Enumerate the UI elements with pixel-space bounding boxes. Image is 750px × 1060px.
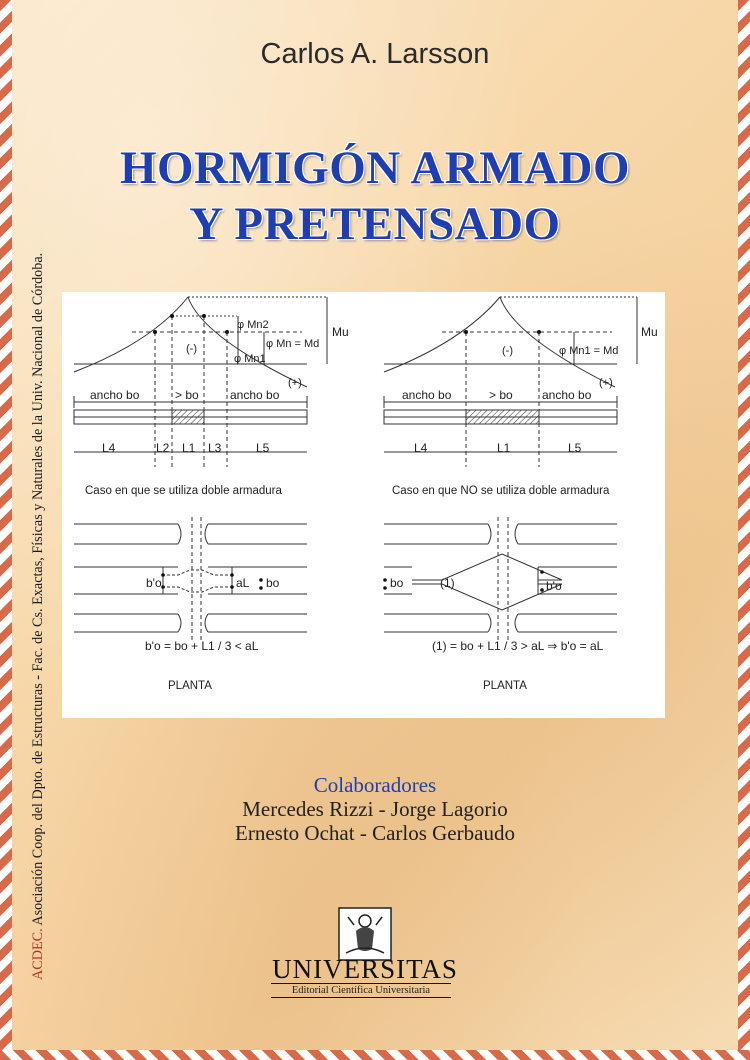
left-mn1-label: φ Mn1 <box>234 353 266 365</box>
collaborators-line1: Mercedes Rizzi - Jorge Lagorio <box>242 797 508 821</box>
right-plan <box>383 517 617 692</box>
left-span-l5: L5 <box>256 441 270 455</box>
left-span-l2: L2 <box>156 441 170 455</box>
beam-diagram <box>62 292 665 718</box>
left-plan-formula: b'o = bo + L1 / 3 < aL <box>145 639 259 653</box>
left-planta-label: PLANTA <box>168 680 212 692</box>
left-span-l1: L1 <box>182 441 196 455</box>
right-ancho-left: ancho bo <box>402 388 452 402</box>
left-plus-label: (+) <box>288 377 302 389</box>
right-mu-label: Mu <box>641 325 658 339</box>
right-span-l4: L4 <box>414 441 428 455</box>
left-plan-bo: bo <box>266 576 280 590</box>
spine-acdec: ACDEC. <box>30 928 46 980</box>
left-mn-md-label: φ Mn = Md <box>266 338 320 350</box>
book-title-line1: HORMIGÓN ARMADO <box>119 142 631 194</box>
book-title-line2: Y PRETENSADO <box>189 198 561 250</box>
cover-figure <box>62 292 665 718</box>
bottom-border-stripe <box>0 1050 750 1060</box>
right-planta-label: PLANTA <box>483 680 527 692</box>
left-span-l3: L3 <box>208 441 222 455</box>
left-minus-label: (-) <box>186 343 197 355</box>
right-beam-elevation <box>384 410 617 455</box>
right-plan-one: (1) <box>440 576 455 590</box>
collaborators-heading: Colaboradores <box>313 773 437 797</box>
right-mn1-md-label: φ Mn1 = Md <box>559 345 619 357</box>
left-width-dimensions <box>74 388 307 408</box>
right-plan-b-prime: b'o <box>546 579 562 593</box>
left-mu-label: Mu <box>332 325 349 339</box>
left-ancho-right: ancho bo <box>230 388 280 402</box>
right-plan-formula: (1) = bo + L1 / 3 > aL ⇒ b'o = aL <box>432 639 604 653</box>
left-mn2-label: φ Mn2 <box>237 319 269 331</box>
right-span-l5: L5 <box>568 441 582 455</box>
right-minus-label: (-) <box>502 345 513 357</box>
spine-institution: Asociación Coop. del Dpto. de Estructuras - Fac. de Cs. Exactas, Físicas y Naturales de la Univ. Nacional de Córdoba. <box>30 252 46 929</box>
left-span-l4: L4 <box>102 441 116 455</box>
right-gt-b: > bo <box>489 388 513 402</box>
right-span-l1: L1 <box>497 441 511 455</box>
right-ancho-right: ancho bo <box>542 388 592 402</box>
left-ancho-left: ancho bo <box>90 388 140 402</box>
left-plan-b-prime: b'o <box>146 576 162 590</box>
left-plan <box>74 517 307 692</box>
spine-text <box>30 253 47 980</box>
right-width-dimensions <box>384 388 617 408</box>
left-gt-b: > bo <box>175 388 199 402</box>
right-plan-bo: bo <box>390 576 404 590</box>
right-plus-label: (+) <box>599 377 613 389</box>
publisher-name: UNIVERSITAS <box>272 954 458 984</box>
publisher-subtitle: Editorial Científica Universitaria <box>271 983 451 998</box>
left-beam-elevation <box>74 410 307 455</box>
left-caption: Caso en que se utiliza doble armadura <box>85 485 282 497</box>
left-plan-al: aL <box>236 576 250 590</box>
author-name: Carlos A. Larsson <box>260 38 490 70</box>
right-caption: Caso en que NO se utiliza doble armadura <box>392 485 610 497</box>
collaborators-line2: Ernesto Ochat - Carlos Gerbaudo <box>235 821 515 845</box>
